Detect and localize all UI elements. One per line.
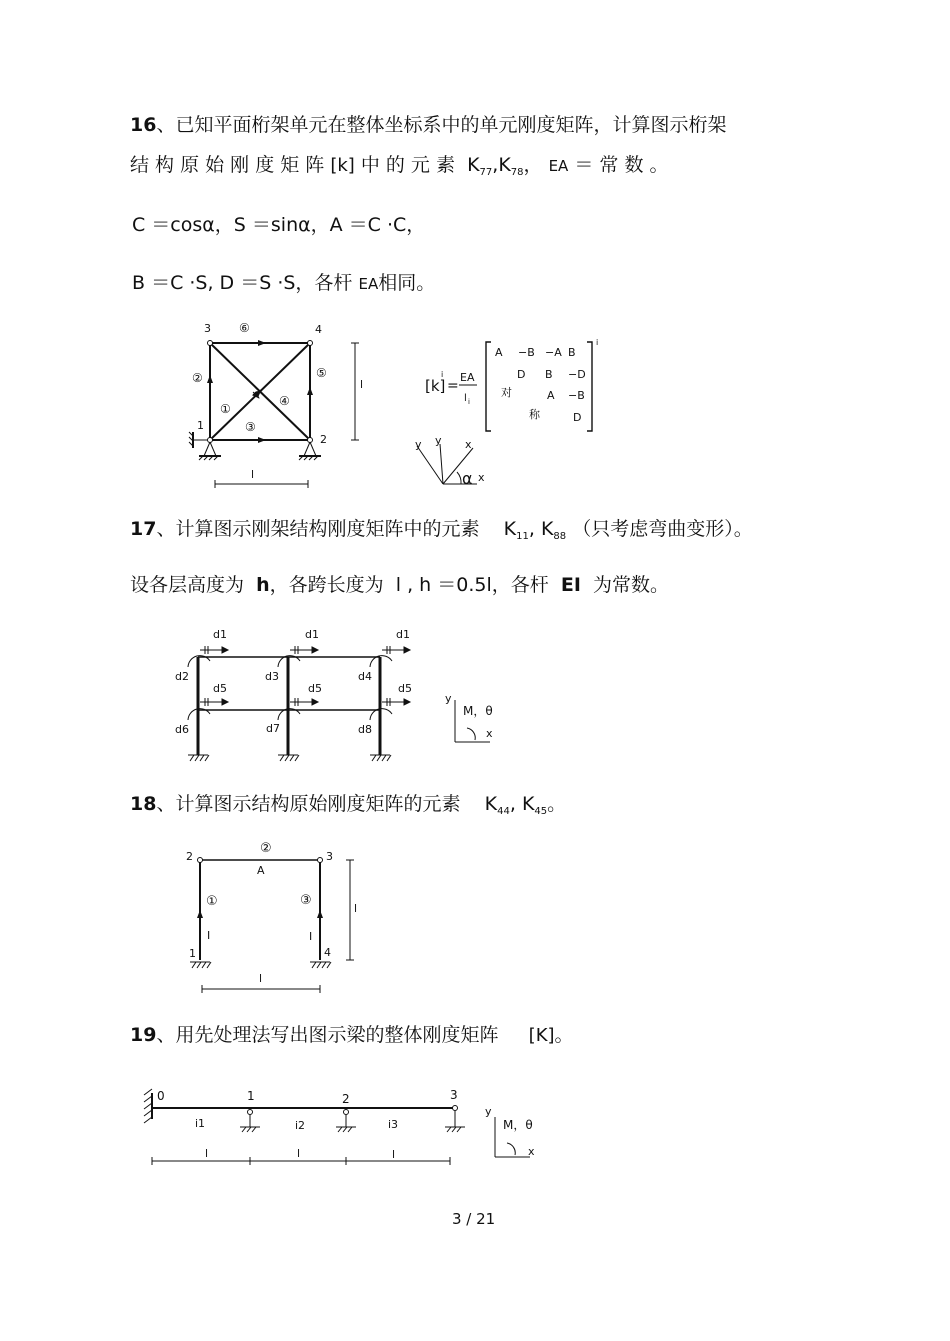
axis-alpha: α <box>462 469 473 488</box>
node-2 <box>308 438 313 443</box>
q17-k11: K <box>503 518 517 540</box>
element-stiffness-matrix <box>425 338 598 431</box>
m03: B <box>568 346 576 359</box>
q18-node-3: 3 <box>326 850 333 863</box>
q17-line1: 17、计算图示刚架结构刚度矩阵中的元素 $K_{11}$, $K_{88}$ （只考虑弯曲变形）。 <box>130 518 753 542</box>
q16-ea: EA <box>548 157 569 175</box>
q16-def2-ea: EA <box>358 275 379 293</box>
matrix-corner: i <box>596 338 599 347</box>
member-label-1: ① <box>220 402 231 416</box>
node-3 <box>208 341 213 346</box>
dof-d6: d6 <box>175 723 189 736</box>
q18-node-2: 2 <box>186 850 193 863</box>
m12: B <box>545 368 553 381</box>
hinge-support-1 <box>189 432 221 460</box>
q17-line2 <box>130 570 669 597</box>
dof-d1-a: d1 <box>213 628 227 641</box>
q19-span-2: l <box>297 1147 301 1160</box>
axis-y-local: y <box>415 438 422 451</box>
dof-d1-c: d1 <box>396 628 410 641</box>
q16-line2-d: ＝ 常 数 。 <box>574 154 669 176</box>
q19-i2: i2 <box>295 1119 306 1132</box>
q18-end: 。 <box>547 793 567 815</box>
m20: 对 <box>501 386 512 399</box>
q18-k44: K <box>484 793 498 815</box>
q18-member-2: ② <box>260 841 272 856</box>
axis-y-global: y <box>435 434 442 447</box>
member-label-3: ③ <box>245 420 256 434</box>
q19-axis-m-theta: M，θ <box>503 1118 533 1132</box>
q19-axis-x: x <box>528 1145 535 1158</box>
q17-k88: K <box>540 518 554 540</box>
q18-k45-sub: 45 <box>534 806 548 817</box>
q17-line2-b: ，各跨长度为 <box>269 574 384 596</box>
dim-vertical-label: l <box>360 378 364 391</box>
m31: 称 <box>529 408 540 421</box>
q19-span-3: l <box>392 1148 396 1161</box>
q16-comma: ， <box>523 154 543 176</box>
node-label-3: 3 <box>204 322 211 335</box>
q18-member-3: ③ <box>300 893 312 908</box>
q17-k11-sub: 11 <box>516 531 529 542</box>
q16-line2: 结 构 原 始 刚 度 矩 阵 [k] 中 的 元 素 $K_{77},K_{78}$， EA ＝ 常 数 。 <box>130 154 669 178</box>
m02: −A <box>545 346 562 359</box>
q16-k77-sub: 77 <box>479 167 493 178</box>
q16-def2-a: B ＝C ·S, D ＝S ·S，各杆 <box>132 272 353 294</box>
q19-line1 <box>130 1020 574 1047</box>
q19-i1: i1 <box>195 1117 206 1130</box>
q16-line2-a: 结 构 原 始 刚 度 矩 阵 <box>130 154 325 176</box>
q19-node-1: 1 <box>247 1089 255 1103</box>
member-label-2: ② <box>192 371 203 385</box>
q17-line2-d: ，各杆 <box>491 574 549 596</box>
node-label-1: 1 <box>197 419 204 432</box>
q18-k44-sub: 44 <box>497 806 510 817</box>
q19-end: 。 <box>554 1024 574 1046</box>
q18-node-1: 1 <box>189 947 196 960</box>
q18-beam-label: A <box>257 864 265 877</box>
m00: A <box>495 346 503 359</box>
q18-node-4: 4 <box>324 946 331 959</box>
q18-k45: K <box>521 793 535 815</box>
q18-col-label-2: I <box>309 930 313 943</box>
q18-line1: 18、计算图示结构原始刚度矩阵的元素 $K_{44}$, $K_{45}$。 <box>130 793 567 817</box>
node-1 <box>208 438 213 443</box>
dof-d5-a: d5 <box>213 682 227 695</box>
matrix-k-sup: i <box>441 370 444 379</box>
q17-k88-sub: 88 <box>553 531 567 542</box>
m11: D <box>517 368 526 381</box>
q18-col-label-1: I <box>207 929 211 942</box>
svg-text:=: = <box>447 378 459 394</box>
q17-h: h <box>256 574 270 596</box>
q17-frame-figure <box>170 622 510 772</box>
m23: −B <box>568 389 585 402</box>
m22: A <box>547 389 555 402</box>
member-label-6: ⑥ <box>239 321 250 335</box>
dof-d8: d8 <box>358 723 372 736</box>
member-label-4: ④ <box>279 394 290 408</box>
q18-frame-figure <box>180 832 380 997</box>
q17-axis-y: y <box>445 692 452 705</box>
dim-horizontal-label: l <box>251 468 255 481</box>
q17-axis-m-theta: M，θ <box>463 704 493 718</box>
q18-member-1: ① <box>206 894 218 909</box>
truss-axes <box>415 434 485 488</box>
q19-beam-figure <box>140 1085 560 1175</box>
q16-number: 16 <box>130 114 157 136</box>
q16-k78: K <box>498 154 511 176</box>
q16-line2-b: 中 的 元 素 <box>360 154 455 176</box>
m13: −D <box>568 368 586 381</box>
dof-d7: d7 <box>266 722 280 735</box>
q16-def1: C ＝cosα，S ＝sinα，A ＝C ·C， <box>132 214 426 236</box>
q16-truss-figure <box>175 318 635 498</box>
q17-line2-c: l , h ＝0.5l <box>395 574 492 596</box>
q17-number: 17 <box>130 518 157 540</box>
q16-line1 <box>130 110 726 137</box>
q18-dim-vertical-label: l <box>354 902 358 915</box>
q18-dim-horizontal-label: l <box>259 972 263 985</box>
dof-d5-c: d5 <box>398 682 412 695</box>
dof-d5-b: d5 <box>308 682 322 695</box>
q17-line2-e: 为常数。 <box>593 574 670 596</box>
q17-ei: EI <box>560 574 581 596</box>
q19-node-0: 0 <box>157 1089 165 1103</box>
q17-axis-x: x <box>486 727 493 740</box>
matrix-num: EA <box>460 371 475 384</box>
q19-text: 、用先处理法写出图示梁的整体刚度矩阵 <box>156 1024 499 1046</box>
matrix-den-sub: i <box>468 398 470 406</box>
q16-def2 <box>132 268 435 295</box>
q17-line2-a: 设各层高度为 <box>130 574 245 596</box>
dof-d4: d4 <box>358 670 372 683</box>
node-4 <box>308 341 313 346</box>
axis-x-local: x <box>465 438 472 451</box>
member-label-5: ⑤ <box>316 366 327 380</box>
q19-i3: i3 <box>388 1118 399 1131</box>
node-label-4: 4 <box>315 323 322 336</box>
q19-node-2: 2 <box>342 1092 350 1106</box>
m01: −B <box>518 346 535 359</box>
dof-d3: d3 <box>265 670 279 683</box>
matrix-k: [k] <box>425 377 446 395</box>
q16-k77: K <box>467 154 480 176</box>
q16-def2-b: 相同。 <box>378 272 436 294</box>
page-number: 3 / 21 <box>452 1210 496 1228</box>
hinge-support-2 <box>299 442 321 460</box>
q18-number: 18 <box>130 793 157 815</box>
q16-k78-sub: 78 <box>510 167 524 178</box>
q17-text: 、计算图示刚架结构刚度矩阵中的元素 <box>156 518 480 540</box>
dof-d2: d2 <box>175 670 189 683</box>
node-label-2: 2 <box>320 433 327 446</box>
q19-number: 19 <box>130 1024 157 1046</box>
axis-x-global: x <box>478 471 485 484</box>
q16-text: 、已知平面桁架单元在整体坐标系中的单元刚度矩阵，计算图示桁架 <box>156 114 727 136</box>
q19-span-1: l <box>205 1147 209 1160</box>
q19-k-bracket: [K] <box>528 1025 555 1046</box>
m33: D <box>573 411 582 424</box>
matrix-den: l <box>464 393 467 404</box>
q19-axis-y: y <box>485 1105 492 1118</box>
q19-node-3: 3 <box>450 1088 458 1102</box>
dof-d1-b: d1 <box>305 628 319 641</box>
q16-bracket-k: [k] <box>330 155 355 176</box>
q18-text: 、计算图示结构原始刚度矩阵的元素 <box>156 793 461 815</box>
q17-text-b: （只考虑弯曲变形）。 <box>572 518 753 540</box>
